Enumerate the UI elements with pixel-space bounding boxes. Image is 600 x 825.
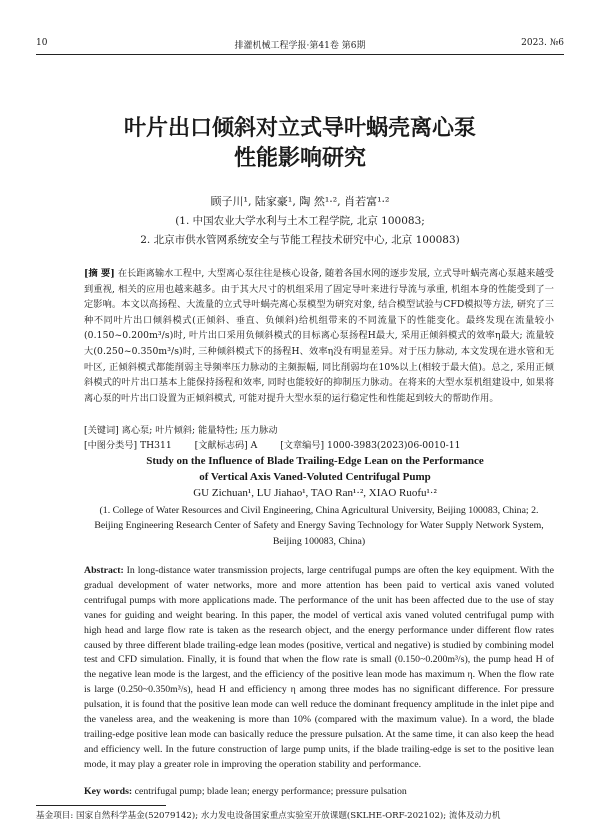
title-en-line2: of Vertical Axis Vaned-Voluted Centrifugal Pump <box>199 471 431 483</box>
abstract-cn-text: 在长距离输水工程中, 大型离心泵往往是核心设备, 随着各国水网的逐步发展, 立式导叶蜗壳离心泵越来越受到重视, 相关的应用也越来越多。由于其大尺寸的机组采用了固定导叶来进行导流与承重, 机组本身的性能受到了一定影响。本文以高扬程、大流量的立式导叶蜗壳离心泵模型为研究对象, 结合模型试验与CFD模拟等方法, 研究了三种不同叶片出口倾斜模式(正倾斜、垂直、负倾斜)给机组带来的不同流量下的性能变化。最终发现在流量较小(0.150~0.200m³/s)时, 叶片出口采用负倾斜模式的目标离心泵扬程H最大, 采用正倾斜模式的效率η最大; 流量较大(0.250~0.350m³/s)时, 三种倾斜模式下的扬程H、效率η没有明显差异。对于压力脉动, 本文发现在进水管和无叶区, 正倾斜模式都能削弱主导频率压力脉动的主频振幅, 同比削弱均在10%以上(相较于最大值)。总之, 采用正倾斜模式的叶片出口基本上能保持扬程和效率, 同时也能较好的抑制压力脉动。在将来的大型水泵机组建设中, 如果将离心泵的叶片出口设置为正倾斜模式, 可能对提升大型水泵的运行稳定性和性能起到较大的帮助作用。 <box>84 268 554 404</box>
journal-title: 排灌机械工程学报·第41卷 第6期 <box>234 41 366 51</box>
clc-number: [中图分类号] TH311 <box>84 440 172 451</box>
authors-en: GU Zichuan¹, LU Jiahao¹, TAO Ran¹·², XIAO Ruofu¹·² <box>193 487 437 499</box>
page-number: 10 <box>36 38 48 48</box>
paper-title-en <box>70 453 560 485</box>
article-id: [文章编号] 1000-3983(2023)06-0010-11 <box>280 440 461 451</box>
authors-cn: 顾子川¹, 陆家豪¹, 陶 然¹·², 肖若富¹·² <box>210 195 390 208</box>
keywords-cn-tag: [关键词] <box>84 425 119 436</box>
affiliation-en: (1. College of Water Resources and Civil Engineering, China Agricultural University, Beijing 100083, China; 2. Beijing Engineering Research Center of Safety and Energy Saving Technology for Water Supply Network System, Beijing 100083, China) <box>94 505 544 547</box>
keywords-en-tag: Key words: <box>84 786 133 797</box>
keywords-cn-text: 离心泵; 叶片倾斜; 能量特性; 压力脉动 <box>121 425 278 436</box>
abstract-en-tag: Abstract: <box>84 565 124 576</box>
abstract-en <box>84 564 554 773</box>
running-header <box>36 36 564 55</box>
abstract-cn-tag: [摘 要] <box>84 268 115 279</box>
abstract-cn <box>84 266 554 406</box>
title-cn-line2: 性能影响研究 <box>233 146 366 171</box>
keywords-en-text: centrifugal pump; blade lean; energy performance; pressure pulsation <box>134 786 407 797</box>
title-cn-line1: 叶片出口倾斜对立式导叶蜗壳离心泵 <box>123 116 476 141</box>
abstract-en-text: In long-distance water transmission projects, large centrifugal pumps are often the key equipment. With the gradual development of water networks, more and more attention has been paid to vertical axis vaned voluted centrifugal pumps with more applications made. The performance of the unit has been affected due to the use of stay vanes for guiding and weight bearing. In this paper, the model of vertical axis vaned voluted centrifugal pump with high head and large flow rate is taken as the research object, and the energy performance under different flow rates caused by three different blade trailing-edge lean modes (positive, vertical and negative) is studied by combining model test and CFD simulation. Finally, it is found that when the flow rate is small (0.150~0.200m³/s), the pump head H of the negative lean mode is the largest, and the efficiency of the positive lean mode has maximum η. When the flow rate is large (0.250~0.350m³/s), head H and efficiency η among three modes has no significant difference. For pressure pulsation, it is found that the positive lean mode can well reduce the dominant frequency amplitude in the inlet pipe and the vaneless area, and the weakening is more than 10% (compared with the maximum value). In a word, the blade trailing-edge positive lean mode can basically reduce the pressure pulsation. At the same time, it can also keep the head and efficiency well. In the future construction of large pump units, if the blade trailing-edge is set to the positive lean mode, it may play a greater role in improving the operation stability and performance. <box>84 565 555 770</box>
funding-footnote: 基金项目: 国家自然科学基金(52079142); 水力发电设备国家重点实验室开放课题(SKLHE-ORF-202102); 流体及动力机 <box>36 811 501 821</box>
keywords-en <box>84 786 554 797</box>
keywords-cn <box>84 422 554 436</box>
affiliation-cn-1: (1. 中国农业大学水利与土木工程学院, 北京 100083; <box>175 215 425 227</box>
footnote-divider <box>36 805 166 806</box>
document-code: [文献标志码] A <box>194 440 258 451</box>
title-en-line1: Study on the Influence of Blade Trailing-Edge Lean on the Performance <box>146 455 484 467</box>
issue-label: 2023. №6 <box>521 38 564 48</box>
paper-title-cn <box>60 114 540 174</box>
affiliation-cn-2: 2. 北京市供水管网系统安全与节能工程技术研究中心, 北京 100083) <box>140 234 460 246</box>
classification-line <box>84 437 554 451</box>
